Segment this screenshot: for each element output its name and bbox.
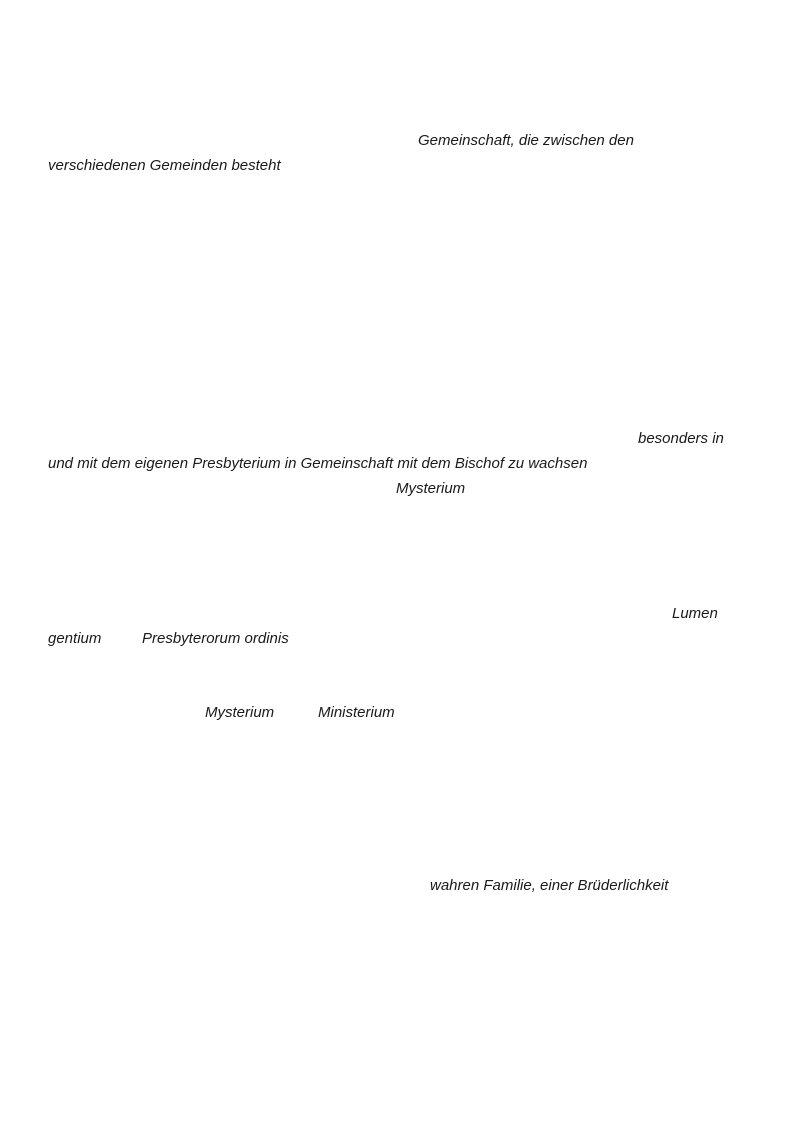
italic-fragment-mysterium-2: Mysterium — [205, 704, 275, 721]
italic-fragment-presbyterium-wachsen: und mit dem eigenen Presbyterium in Gemeinschaft mit dem Bischof zu wachsen — [48, 455, 588, 472]
italic-fragment-gentium: gentium — [48, 630, 102, 647]
italic-fragment-besonders-in: besonders in — [638, 430, 724, 447]
italic-fragment-gemeinschaft: Gemeinschaft, die zwischen den — [418, 132, 634, 149]
italic-fragment-presbyterorum-ordinis: Presbyterorum ordinis — [142, 630, 289, 647]
italic-fragment-verschiedenen-gemeinden: verschiedenen Gemeinden besteht — [48, 157, 281, 174]
italic-fragment-lumen: Lumen — [672, 605, 718, 622]
italic-fragment-wahren-familie: wahren Familie, einer Brüderlichkeit — [430, 877, 669, 894]
italic-fragment-mysterium-1: Mysterium — [396, 480, 466, 497]
italic-fragment-ministerium: Ministerium — [318, 704, 395, 721]
